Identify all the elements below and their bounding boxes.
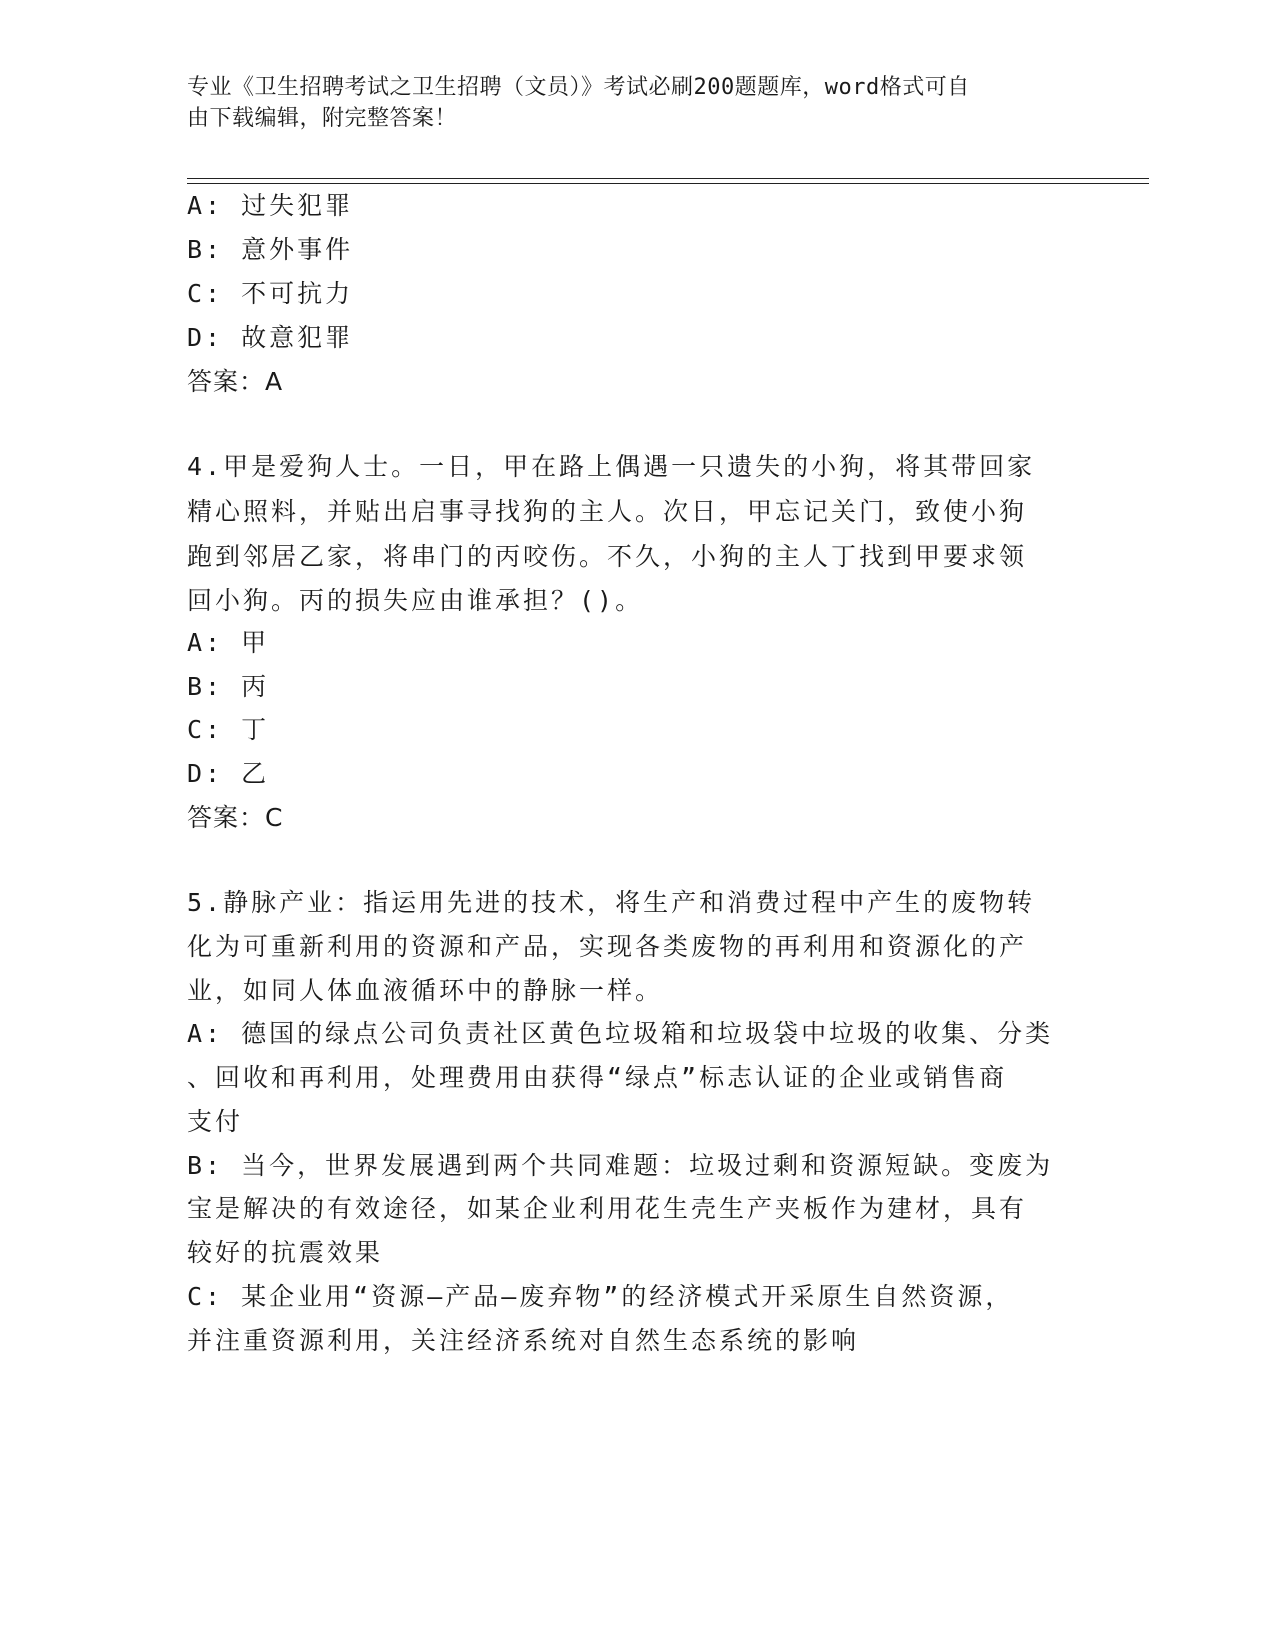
q5-stem-line-1: 5.静脉产业：指运用先进的技术，将生产和消费过程中产生的废物转 xyxy=(187,888,1036,917)
q3-answer: 答案：A xyxy=(187,367,284,396)
document-header xyxy=(187,72,1067,134)
q4-stem-line-3: 跑到邻居乙家，将串门的丙咬伤。不久，小狗的主人丁找到甲要求领 xyxy=(187,542,1028,571)
q3-option-c: C: 不可抗力 xyxy=(187,279,354,308)
q4-option-a: A: 甲 xyxy=(187,628,270,657)
q5-option-b-line-2: 宝是解决的有效途径，如某企业利用花生壳生产夹板作为建材，具有 xyxy=(187,1194,1028,1223)
q4-answer: 答案：C xyxy=(187,803,284,832)
q5-stem-line-3: 业，如同人体血液循环中的静脉一样。 xyxy=(187,976,664,1005)
q5-option-a-line-2: 、回收和再利用，处理费用由获得“绿点”标志认证的企业或销售商 xyxy=(187,1063,1008,1092)
q4-stem-line-2: 精心照料，并贴出启事寻找狗的主人。次日，甲忘记关门，致使小狗 xyxy=(187,497,1028,526)
q4-option-b: B: 丙 xyxy=(187,672,270,701)
q5-option-c-line-2: 并注重资源利用，关注经济系统对自然生态系统的影响 xyxy=(187,1326,860,1355)
q5-option-c-line-1: C: 某企业用“资源—产品—废弃物”的经济模式开采原生自然资源， xyxy=(187,1282,1014,1311)
q3-option-a: A: 过失犯罪 xyxy=(187,191,354,220)
header-line-2: 由下载编辑，附完整答案！ xyxy=(187,106,458,131)
q5-option-a-line-3: 支付 xyxy=(187,1107,244,1136)
q5-stem-line-2: 化为可重新利用的资源和产品，实现各类废物的再利用和资源化的产 xyxy=(187,932,1028,961)
q4-stem-line-4: 回小狗。丙的损失应由谁承担？()。 xyxy=(187,586,644,615)
q4-option-c: C: 丁 xyxy=(187,715,270,744)
q5-option-b-line-3: 较好的抗震效果 xyxy=(187,1238,384,1267)
q4-stem-line-1: 4.甲是爱狗人士。一日，甲在路上偶遇一只遗失的小狗，将其带回家 xyxy=(187,452,1036,481)
header-divider-top xyxy=(187,178,1149,179)
q5-option-a-line-1: A: 德国的绿点公司负责社区黄色垃圾箱和垃圾袋中垃圾的收集、分类 xyxy=(187,1019,1054,1048)
q5-option-b-line-1: B: 当今，世界发展遇到两个共同难题：垃圾过剩和资源短缺。变废为 xyxy=(187,1151,1054,1180)
q3-option-d: D: 故意犯罪 xyxy=(187,323,354,352)
header-line-1: 专业《卫生招聘考试之卫生招聘（文员）》考试必刷200题题库，word格式可自 xyxy=(187,75,970,100)
q4-option-d: D: 乙 xyxy=(187,759,270,788)
q3-option-b: B: 意外事件 xyxy=(187,235,354,264)
